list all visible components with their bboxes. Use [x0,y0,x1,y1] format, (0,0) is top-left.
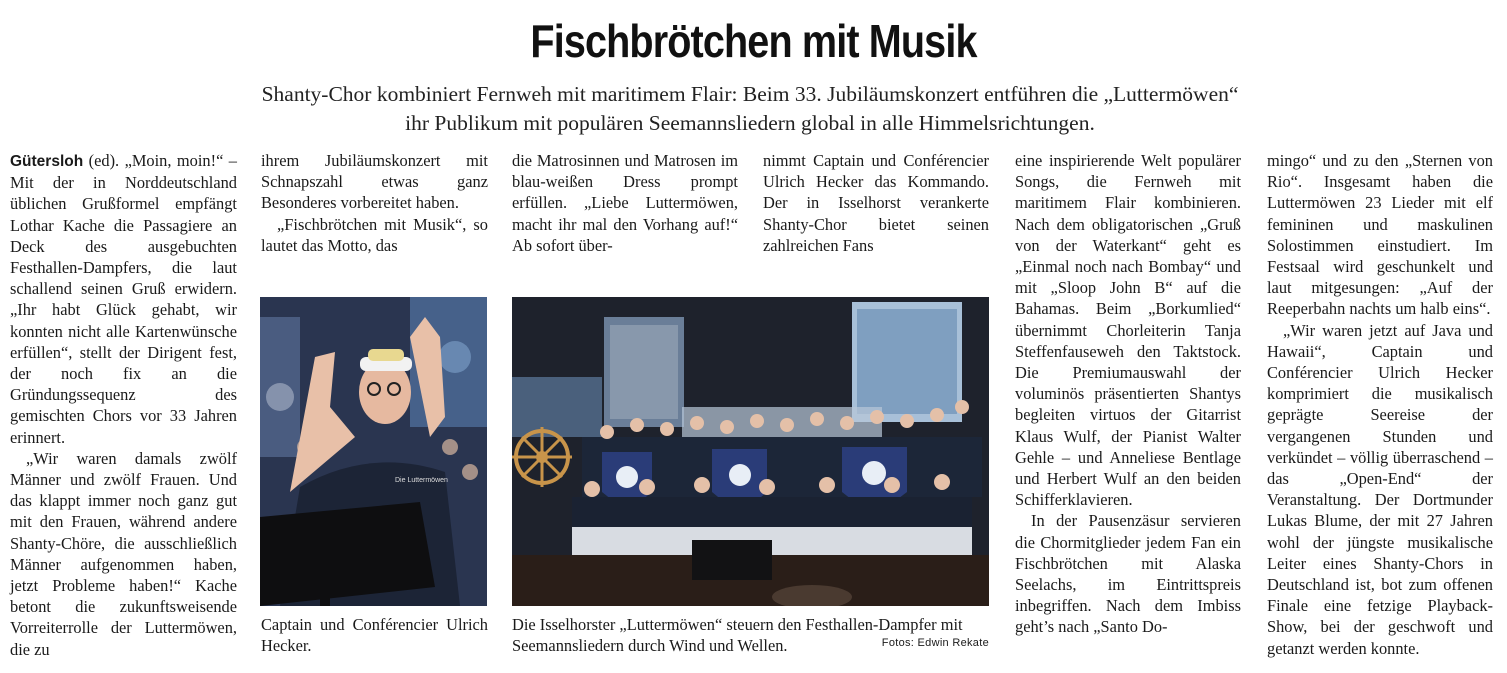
article-column-3 [512,150,738,260]
article-column-6 [1267,150,1493,659]
subheadline-line-2: ihr Publikum mit populären Seemannsliedern global in alle Himmelsrichtungen. [405,111,1095,135]
column-3-paragraph-1: die Matrosinnen und Matrosen im blau-weißen Dress prompt erfüllen. „Liebe Luttermöwen, macht ihr mal den Vorhang auf!“ Ab sofort über- [512,151,738,255]
photo-choir-stage [512,297,989,606]
photo-conductor [260,297,487,606]
column-6-paragraph-1: mingo“ und zu den „Sternen von Rio“. Insgesamt haben die Luttermöwen 23 Lieder mit elf femininen und maskulinen Solostimmen einstudiert. Im Festsaal wird geschunkelt und laut mitgesungen: „Auf der Reeperbahn nachts um halb eins“. [1267,151,1493,319]
article-column-2 [261,150,488,260]
column-2-paragraph-1: ihrem Jubiläumskonzert mit Schnapszahl etwas ganz Besonderes vorbereitet haben. [261,151,488,213]
photo-credit: Fotos: Edwin Rekate [881,637,989,649]
caption-choir [512,614,989,656]
dateline: Gütersloh [10,153,84,170]
column-4-paragraph-1: nimmt Captain und Conférencier Ulrich Hecker das Kommando. Der in Isselhorst verankerte Shanty-Chor bietet seinen zahlreichen Fans [763,151,989,255]
caption-conductor: Captain und Conférencier Ulrich Hecker. [261,615,488,655]
shirt-lettering: Die Luttermöwen [395,477,448,484]
article-column-5 [1015,150,1241,638]
column-2-paragraph-2: „Fischbrötchen mit Musik“, so lautet das Motto, das [261,214,488,255]
photo-conductor-illustration [260,297,487,606]
article-column-4 [763,150,989,260]
subheadline-line-1: Shanty-Chor kombiniert Fernweh mit maritimem Flair: Beim 33. Jubiläumskonzert entführen die „Luttermöwen“ [261,82,1239,106]
photo-choir-illustration [512,297,989,606]
subheadline [100,80,1400,138]
column-5-paragraph-1: eine inspirierende Welt populärer Songs, die Fernweh mit maritimem Flair kombinieren. Nach dem obligatorischen „Gruß von der Waterkant“ geht es „Einmal noch nach Bombay“ und mit „Sloop John B“ auf die Bahamas. Beim „Borkumlied“ übernimmt Chorleiterin Tanja Steffenfauseweh den Taktstock. Die Premiumauswahl der voluminös präsentierten Shantys begleiten virtuos der Gitarrist Klaus Wulf, der Pianist Walter Gehle – und Anneliese Bentlage und Herbert Wulf an den beiden Schifferklavieren. [1015,151,1241,510]
column-6-paragraph-2: „Wir waren jetzt auf Java und Hawaii“, Captain und Conférencier Ulrich Hecker komprimiert die musikalisch geprägte Seereise der vergangenen Stunden und verkündet – völlig überraschend – das „Open-End“ der Veranstaltung. Der Dortmunder Lukas Blume, der mit 27 Jahren wohl der jüngste musikalische Leiter eines Shanty-Chors in Deutschland ist, bot zum offenen Finale eine fetzige Playback-Show, bei der geschwoft und getanzt werden konnte. [1267,320,1493,658]
column-5-paragraph-2: In der Pausenzäsur servieren die Chormitglieder jedem Fan ein Fischbrötchen mit Alaska Seelachs, im Eintrittspreis inbegriffen. Nach dem Imbiss geht’s nach „Santo Do- [1015,511,1241,637]
caption-choir-text: Die Isselhorster „Luttermöwen“ steuern den Festhallen-Dampfer mit Seemannsliedern durch Wind und Wellen. [512,615,963,655]
article-column-1 [10,150,237,660]
column-1-paragraph-2: „Wir waren damals zwölf Männer und zwölf Frauen. Und das klappt immer noch ganz gut mit den Frauen, während andere Shanty-Chöre, die ausschließlich Männer aufgenommen haben, jetzt Probleme haben!“ Kache betont die zukunftsweisende Vorreiterrolle der Luttermöwen, die zu [10,448,237,659]
headline: Fischbrötchen mit Musik [530,15,977,67]
column-1-paragraph-1: (ed). „Moin, moin!“ – Mit der in Norddeutschland üblichen Grußformel empfängt Lothar Kache die Passagiere an Deck des ausgebuchten Festhallen-Dampfers, die laut schallend seinen Gruß erwidern. „Ihr habt Glück gehabt, wir konnten nicht alle Kartenwünsche erfüllen“, stellt der Dirigent fest, der noch fix an die Gründungssequenz des gemischten Chors vor 33 Jahren erinnert. [10,151,237,447]
